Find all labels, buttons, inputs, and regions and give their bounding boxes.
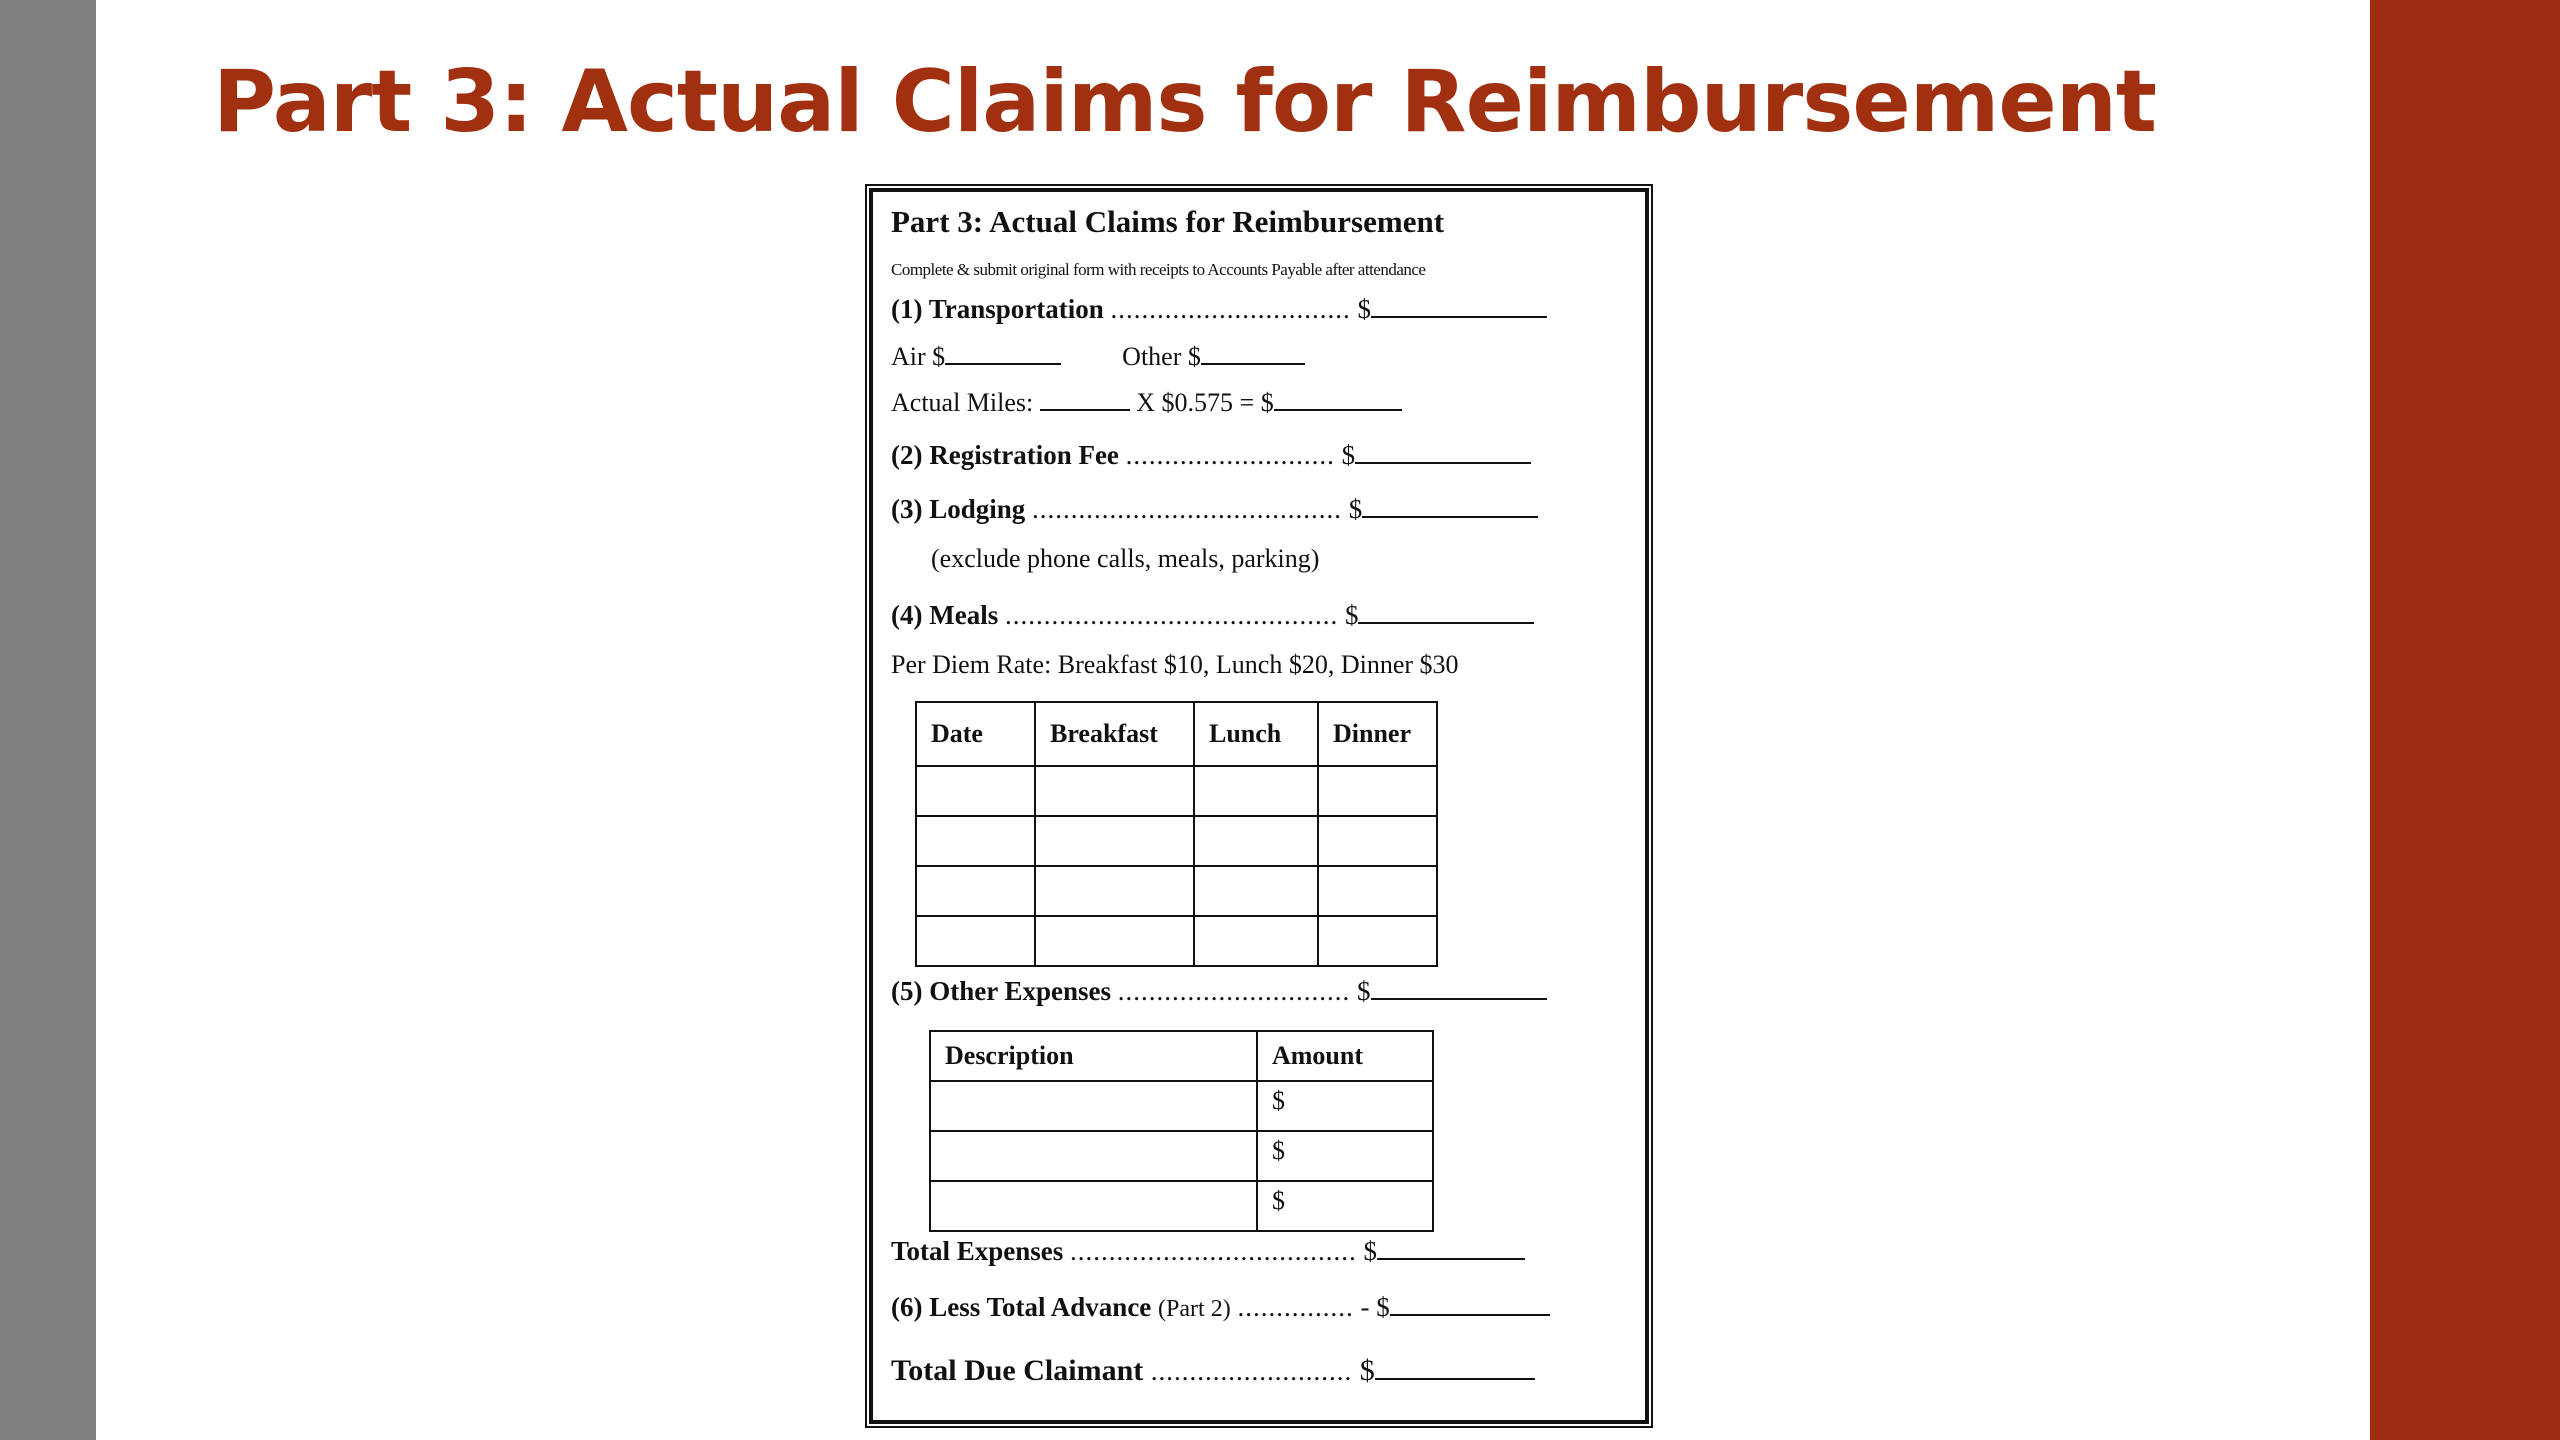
- currency-sign: $: [1357, 294, 1372, 324]
- total-due-row: [891, 1354, 1535, 1388]
- transportation-row: [891, 294, 1547, 325]
- lodging-amount-field[interactable]: [1362, 515, 1538, 518]
- other-expenses-amount-field[interactable]: [1371, 997, 1547, 1000]
- leader-dots: ...............: [1237, 1292, 1354, 1322]
- currency-sign: $: [1341, 440, 1356, 470]
- other-label: Other $: [1122, 342, 1201, 371]
- meals-label: (4) Meals: [891, 600, 999, 630]
- column-dinner: Dinner: [1318, 702, 1437, 766]
- lunch-cell[interactable]: [1194, 866, 1318, 916]
- other-expenses-table: [929, 1030, 1434, 1232]
- currency-sign: $: [1359, 1354, 1375, 1387]
- leader-dots: ..............................: [1117, 976, 1351, 1006]
- description-cell[interactable]: [930, 1081, 1257, 1131]
- other-transport-amount-field[interactable]: [1201, 362, 1305, 365]
- currency-sign: - $: [1360, 1292, 1390, 1322]
- form-header: Part 3: Actual Claims for Reimbursement: [891, 204, 1445, 239]
- description-cell[interactable]: [930, 1181, 1257, 1231]
- amount-cell[interactable]: $: [1257, 1131, 1433, 1181]
- registration-row: [891, 440, 1531, 471]
- total-expenses-field[interactable]: [1377, 1257, 1525, 1260]
- air-label: Air $: [891, 342, 946, 371]
- column-description: Description: [930, 1031, 1257, 1081]
- registration-amount-field[interactable]: [1355, 461, 1531, 464]
- other-expenses-label: (5) Other Expenses: [891, 976, 1111, 1006]
- right-accent-bar: [2370, 0, 2560, 1440]
- other-expenses-header: [930, 1031, 1433, 1081]
- total-due-label: Total Due Claimant: [891, 1354, 1144, 1387]
- lunch-cell[interactable]: [1194, 766, 1318, 816]
- miles-label: Actual Miles:: [891, 388, 1034, 417]
- lodging-label: (3) Lodging: [891, 494, 1026, 524]
- lodging-row: [891, 494, 1538, 525]
- dinner-cell[interactable]: [1318, 916, 1437, 966]
- form-instructions: Complete & submit original form with receipts to Accounts Payable after attendance: [891, 260, 1426, 279]
- table-row: [930, 1131, 1433, 1181]
- lodging-note: (exclude phone calls, meals, parking): [931, 544, 1320, 573]
- miles-field[interactable]: [1040, 408, 1130, 411]
- column-amount: Amount: [1257, 1031, 1433, 1081]
- transportation-label: (1) Transportation: [891, 294, 1104, 324]
- reimbursement-form: [869, 188, 1649, 1424]
- meals-row: [891, 600, 1534, 631]
- leader-dots: ...............................: [1110, 294, 1351, 324]
- currency-sign: $: [1363, 1236, 1378, 1266]
- transportation-amount-field[interactable]: [1371, 315, 1547, 318]
- left-accent-bar: [0, 0, 96, 1440]
- table-row: [930, 1181, 1433, 1231]
- leader-dots: ...........................................: [1004, 600, 1339, 630]
- dinner-cell[interactable]: [1318, 866, 1437, 916]
- dinner-cell[interactable]: [1318, 816, 1437, 866]
- slide-title: Part 3: Actual Claims for Reimbursement: [213, 52, 2157, 152]
- breakfast-cell[interactable]: [1035, 916, 1194, 966]
- dinner-cell[interactable]: [1318, 766, 1437, 816]
- breakfast-cell[interactable]: [1035, 816, 1194, 866]
- other-expenses-row: [891, 976, 1547, 1007]
- lunch-cell[interactable]: [1194, 816, 1318, 866]
- description-cell[interactable]: [930, 1131, 1257, 1181]
- table-row: [916, 866, 1437, 916]
- date-cell[interactable]: [916, 866, 1035, 916]
- mileage-row: [891, 388, 1402, 418]
- table-row: [930, 1081, 1433, 1131]
- leader-dots: .....................................: [1070, 1236, 1357, 1266]
- meals-amount-field[interactable]: [1358, 621, 1534, 624]
- mileage-amount-field[interactable]: [1274, 408, 1402, 411]
- total-expenses-row: [891, 1236, 1525, 1267]
- column-lunch: Lunch: [1194, 702, 1318, 766]
- air-amount-field[interactable]: [945, 362, 1061, 365]
- total-due-field[interactable]: [1375, 1377, 1535, 1380]
- breakfast-cell[interactable]: [1035, 766, 1194, 816]
- less-advance-label: (6) Less Total Advance: [891, 1292, 1152, 1322]
- table-row: [916, 816, 1437, 866]
- column-breakfast: Breakfast: [1035, 702, 1194, 766]
- date-cell[interactable]: [916, 766, 1035, 816]
- leader-dots: ..........................: [1150, 1356, 1353, 1386]
- mileage-rate: X $0.575 = $: [1136, 388, 1274, 417]
- per-diem-rate: Per Diem Rate: Breakfast $10, Lunch $20, Dinner $30: [891, 650, 1459, 679]
- leader-dots: ...........................: [1125, 440, 1335, 470]
- meals-table: [915, 701, 1438, 967]
- amount-cell[interactable]: $: [1257, 1181, 1433, 1231]
- total-expenses-label: Total Expenses: [891, 1236, 1064, 1266]
- table-row: [916, 766, 1437, 816]
- less-advance-row: [891, 1292, 1550, 1323]
- less-advance-reference: (Part 2): [1158, 1296, 1231, 1322]
- table-row: [916, 916, 1437, 966]
- lunch-cell[interactable]: [1194, 916, 1318, 966]
- amount-cell[interactable]: $: [1257, 1081, 1433, 1131]
- transportation-detail-row: [891, 342, 1305, 372]
- date-cell[interactable]: [916, 916, 1035, 966]
- breakfast-cell[interactable]: [1035, 866, 1194, 916]
- currency-sign: $: [1357, 976, 1371, 1006]
- leader-dots: ........................................: [1032, 494, 1343, 524]
- meals-table-header: [916, 702, 1437, 766]
- column-date: Date: [916, 702, 1035, 766]
- currency-sign: $: [1348, 494, 1363, 524]
- date-cell[interactable]: [916, 816, 1035, 866]
- registration-label: (2) Registration Fee: [891, 440, 1119, 470]
- less-advance-field[interactable]: [1390, 1313, 1550, 1316]
- currency-sign: $: [1344, 600, 1359, 630]
